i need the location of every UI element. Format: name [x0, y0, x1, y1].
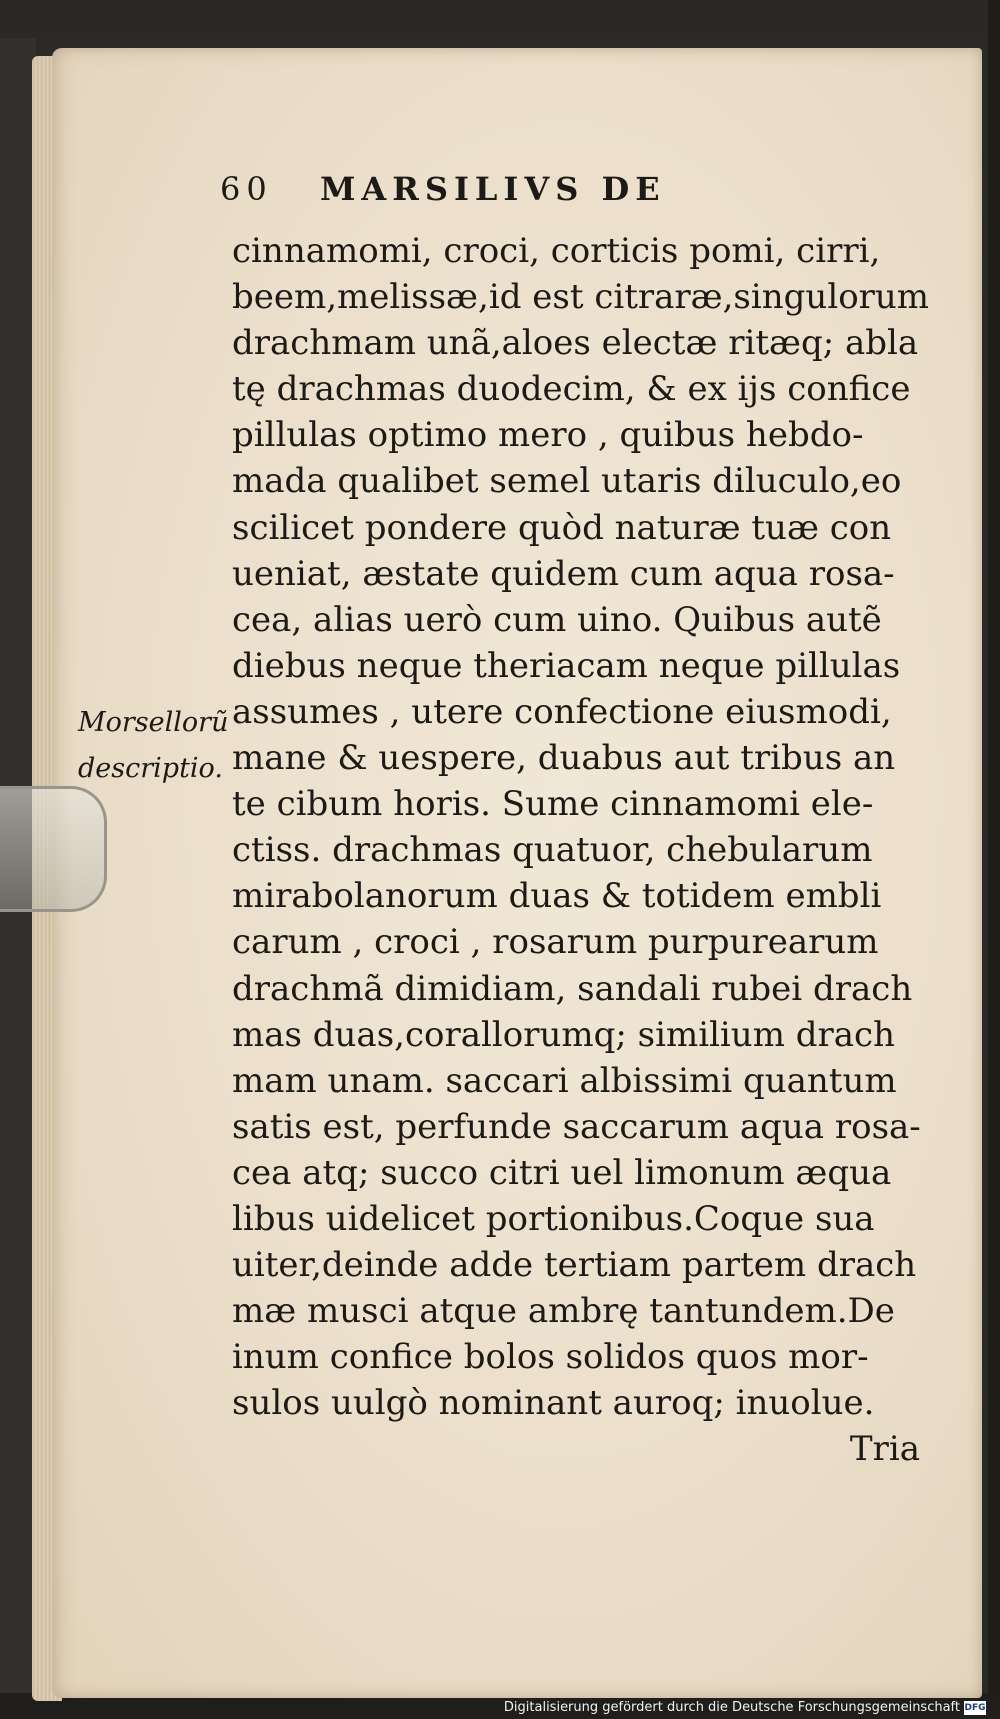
text-line: pillulas optimo mero , quibus hebdo- — [232, 415, 864, 456]
text-line: mæ musci atque ambrę tantundem.De — [232, 1291, 895, 1332]
page-number: 60 — [220, 170, 273, 208]
scanner-right-edge — [988, 0, 1000, 1719]
text-line: tę drachmas duodecim, & ex ijs confice — [232, 369, 911, 410]
scanner-top-edge — [0, 0, 1000, 38]
marginal-note-line: Morsellorũ — [78, 707, 229, 738]
page-clip — [0, 786, 107, 912]
text-line: cea atq; succo citri uel limonum æqua — [232, 1152, 892, 1193]
text-line: drachmã dimidiam, sandali rubei drach — [232, 968, 913, 1009]
text-line: mirabolanorum duas & totidem embli — [232, 876, 882, 917]
text-line: libus uidelicet portionibus.Coque sua — [232, 1198, 875, 1239]
text-line: mam unam. saccari albissimi quantum — [232, 1060, 897, 1101]
text-line: drachmam unã,aloes electæ ritæq; abla — [232, 323, 919, 364]
text-line: carum , croci , rosarum purpurearum — [232, 922, 879, 963]
text-line: uiter,deinde adde tertiam partem drach — [232, 1245, 917, 1286]
text-line: beem,melissæ,id est citraræ,singulorum — [232, 277, 930, 318]
text-line: satis est, perfunde saccarum aqua rosa- — [232, 1106, 921, 1147]
marginal-note — [78, 700, 228, 792]
text-line: sulos uulgò nominant auroq; inuolue. — [232, 1383, 875, 1424]
running-title: MARSILIVS DE — [320, 170, 666, 208]
text-line: diebus neque theriacam neque pillulas — [232, 645, 901, 686]
digitization-credit: Digitalisierung gefördert durch die Deutsche Forschungsgemeinschaft — [503, 1700, 960, 1715]
text-line: ctiss. drachmas quatuor, chebularum — [232, 830, 873, 871]
text-line: ueniat, æstate quidem cum aqua rosa- — [232, 553, 895, 594]
text-line: cinnamomi, croci, corticis pomi, cirri, — [232, 231, 881, 271]
text-line: mada qualibet semel utaris diluculo,eo — [232, 461, 902, 502]
catchword: Tria — [849, 1429, 920, 1470]
text-line: cea, alias uerò cum uino. Quibus autẽ — [232, 599, 882, 640]
marginal-note-line: descriptio. — [78, 753, 223, 784]
body-text — [232, 228, 932, 1473]
dfg-logo-icon: DFG — [964, 1703, 986, 1713]
text-line: assumes , utere confectione eiusmodi, — [232, 691, 892, 732]
text-line: mane & uespere, duabus aut tribus an — [232, 738, 896, 779]
text-line: scilicet pondere quòd naturæ tuæ con — [232, 507, 892, 548]
text-line: inum confice bolos solidos quos mor- — [232, 1337, 869, 1378]
text-line: te cibum horis. Sume cinnamomi ele- — [232, 784, 874, 825]
text-line: mas duas,corallorumq; similium drach — [232, 1014, 895, 1055]
